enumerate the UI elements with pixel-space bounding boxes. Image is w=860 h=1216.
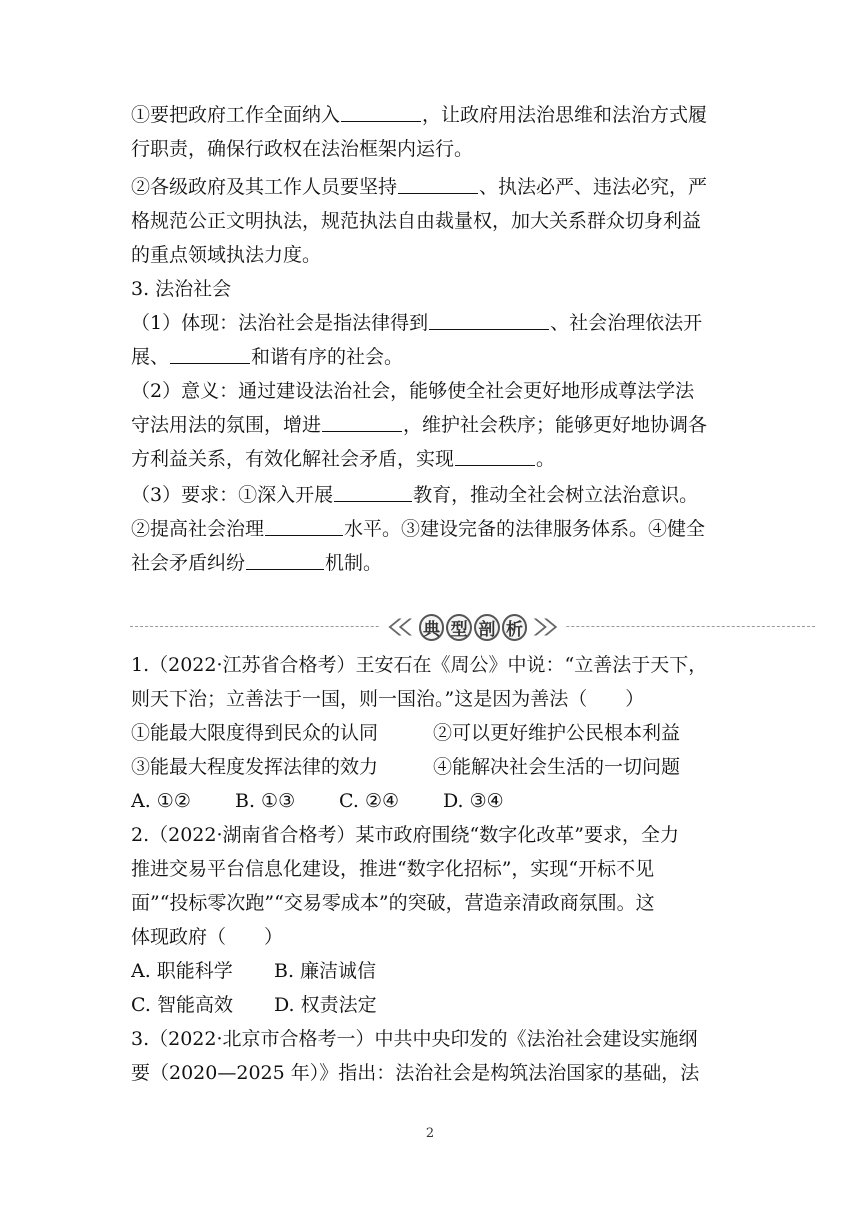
question-2-choices <box>131 954 731 988</box>
question-2-choices <box>131 988 731 1022</box>
text-line: 的重点领域执法力度。 <box>131 244 322 266</box>
text-line <box>131 512 731 546</box>
line-text: ②提高社会治理 <box>131 518 265 540</box>
section-heading: 3. 法治社会 <box>131 278 232 300</box>
question-1-statements <box>131 750 731 784</box>
double-chevron-left-icon <box>380 615 418 639</box>
banner-char: 剖 <box>474 614 500 641</box>
line-text: 社会矛盾纠纷 <box>131 552 246 574</box>
fill-blank <box>265 517 343 536</box>
line-text: 、社会治理依法开 <box>550 312 703 334</box>
question-1-statements <box>131 716 731 750</box>
fill-blank <box>334 483 412 502</box>
question-3-stem: 要（2020—2025 年）》指出：法治社会是构筑法治国家的基础，法 <box>131 1062 700 1084</box>
fill-blank <box>341 103 421 122</box>
text-line <box>131 306 731 340</box>
line-text: （3）要求：①深入开展 <box>131 484 334 506</box>
line-text: 方利益关系，有效化解社会矛盾，实现 <box>131 448 455 470</box>
line-text: 教育，推动全社会树立法治意识。 <box>413 484 699 506</box>
question-3-stem: 3.（2022·北京市合格考一）中共中央印发的《法治社会建设实施纲 <box>131 1028 698 1050</box>
choice-a: A. 职能科学 <box>131 960 233 982</box>
choice-d: D. ③④ <box>443 790 504 812</box>
line-text: ②各级政府及其工作人员要坚持 <box>131 176 398 198</box>
fill-blank <box>398 175 478 194</box>
text-line <box>131 340 731 374</box>
choice-b: B. 廉洁诚信 <box>274 960 377 982</box>
text-line <box>131 478 731 512</box>
statement: ②可以更好维护公民根本利益 <box>433 722 681 744</box>
line-text: ，维护社会秩序；能够更好地协调各 <box>403 414 708 436</box>
choice-d: D. 权责法定 <box>274 994 377 1016</box>
line-text: 水平。③建设完备的法律服务体系。④健全 <box>344 518 706 540</box>
choice-b: B. ①③ <box>235 790 296 812</box>
section-banner <box>380 610 566 644</box>
statement: ③能最大程度发挥法律的效力 <box>131 756 379 778</box>
line-text: 、执法必严、违法必究，严 <box>479 176 708 198</box>
text-line: 格规范公正文明执法，规范执法自由裁量权，加大关系群众切身利益 <box>131 210 702 232</box>
text-line <box>131 408 731 442</box>
choice-c: C. ②④ <box>339 790 400 812</box>
question-1-stem: 1.（2022·江苏省合格考）王安石在《周公》中说：“立善法于天下， <box>131 654 708 676</box>
choice-c: C. 智能高效 <box>131 994 233 1016</box>
double-chevron-right-icon <box>528 615 566 639</box>
text-line: （2）意义：通过建设法治社会，能够使全社会更好地形成尊法学法 <box>131 380 695 402</box>
choice-a: A. ①② <box>131 790 191 812</box>
line-text: 守法用法的氛围，增进 <box>131 414 322 436</box>
line-text: 。 <box>536 448 556 470</box>
question-2-stem: 推进交易平台信息化建设，推进“数字化招标”，实现“开标不见 <box>131 858 655 880</box>
page-number: 2 <box>425 1126 435 1141</box>
banner-char: 典 <box>419 614 445 641</box>
line-text: 机制。 <box>325 552 383 574</box>
question-2-stem: 2.（2022·湖南省合格考）某市政府围绕“数字化改革”要求，全力 <box>131 824 679 846</box>
fill-blank <box>455 447 535 466</box>
fill-blank <box>322 413 402 432</box>
fill-blank <box>429 311 549 330</box>
banner-char: 型 <box>446 614 472 641</box>
line-text: ，让政府用法治思维和法治方式履 <box>422 104 708 126</box>
text-line <box>131 442 731 476</box>
question-1-stem: 则天下治；立善法于一国，则一国治。”这是因为善法（ ） <box>131 688 645 710</box>
text-line <box>131 98 731 132</box>
line-text: ①要把政府工作全面纳入 <box>131 104 341 126</box>
text-line <box>131 170 731 204</box>
question-1-choices <box>131 784 731 818</box>
line-text: 展、 <box>131 346 170 368</box>
statement: ①能最大限度得到民众的认同 <box>131 722 379 744</box>
line-text: 和谐有序的社会。 <box>251 346 404 368</box>
fill-blank <box>170 345 250 364</box>
fill-blank <box>246 551 324 570</box>
line-text: （1）体现：法治社会是指法律得到 <box>131 312 429 334</box>
text-line <box>131 546 731 580</box>
banner-char: 析 <box>502 614 528 641</box>
question-2-stem: 体现政府（ ） <box>131 926 284 948</box>
text-line: 行职责，确保行政权在法治框架内运行。 <box>131 138 474 160</box>
question-2-stem: 面”“投标零次跑”“交易零成本”的突破，营造亲清政商氛围。这 <box>131 892 655 914</box>
statement: ④能解决社会生活的一切问题 <box>433 756 681 778</box>
